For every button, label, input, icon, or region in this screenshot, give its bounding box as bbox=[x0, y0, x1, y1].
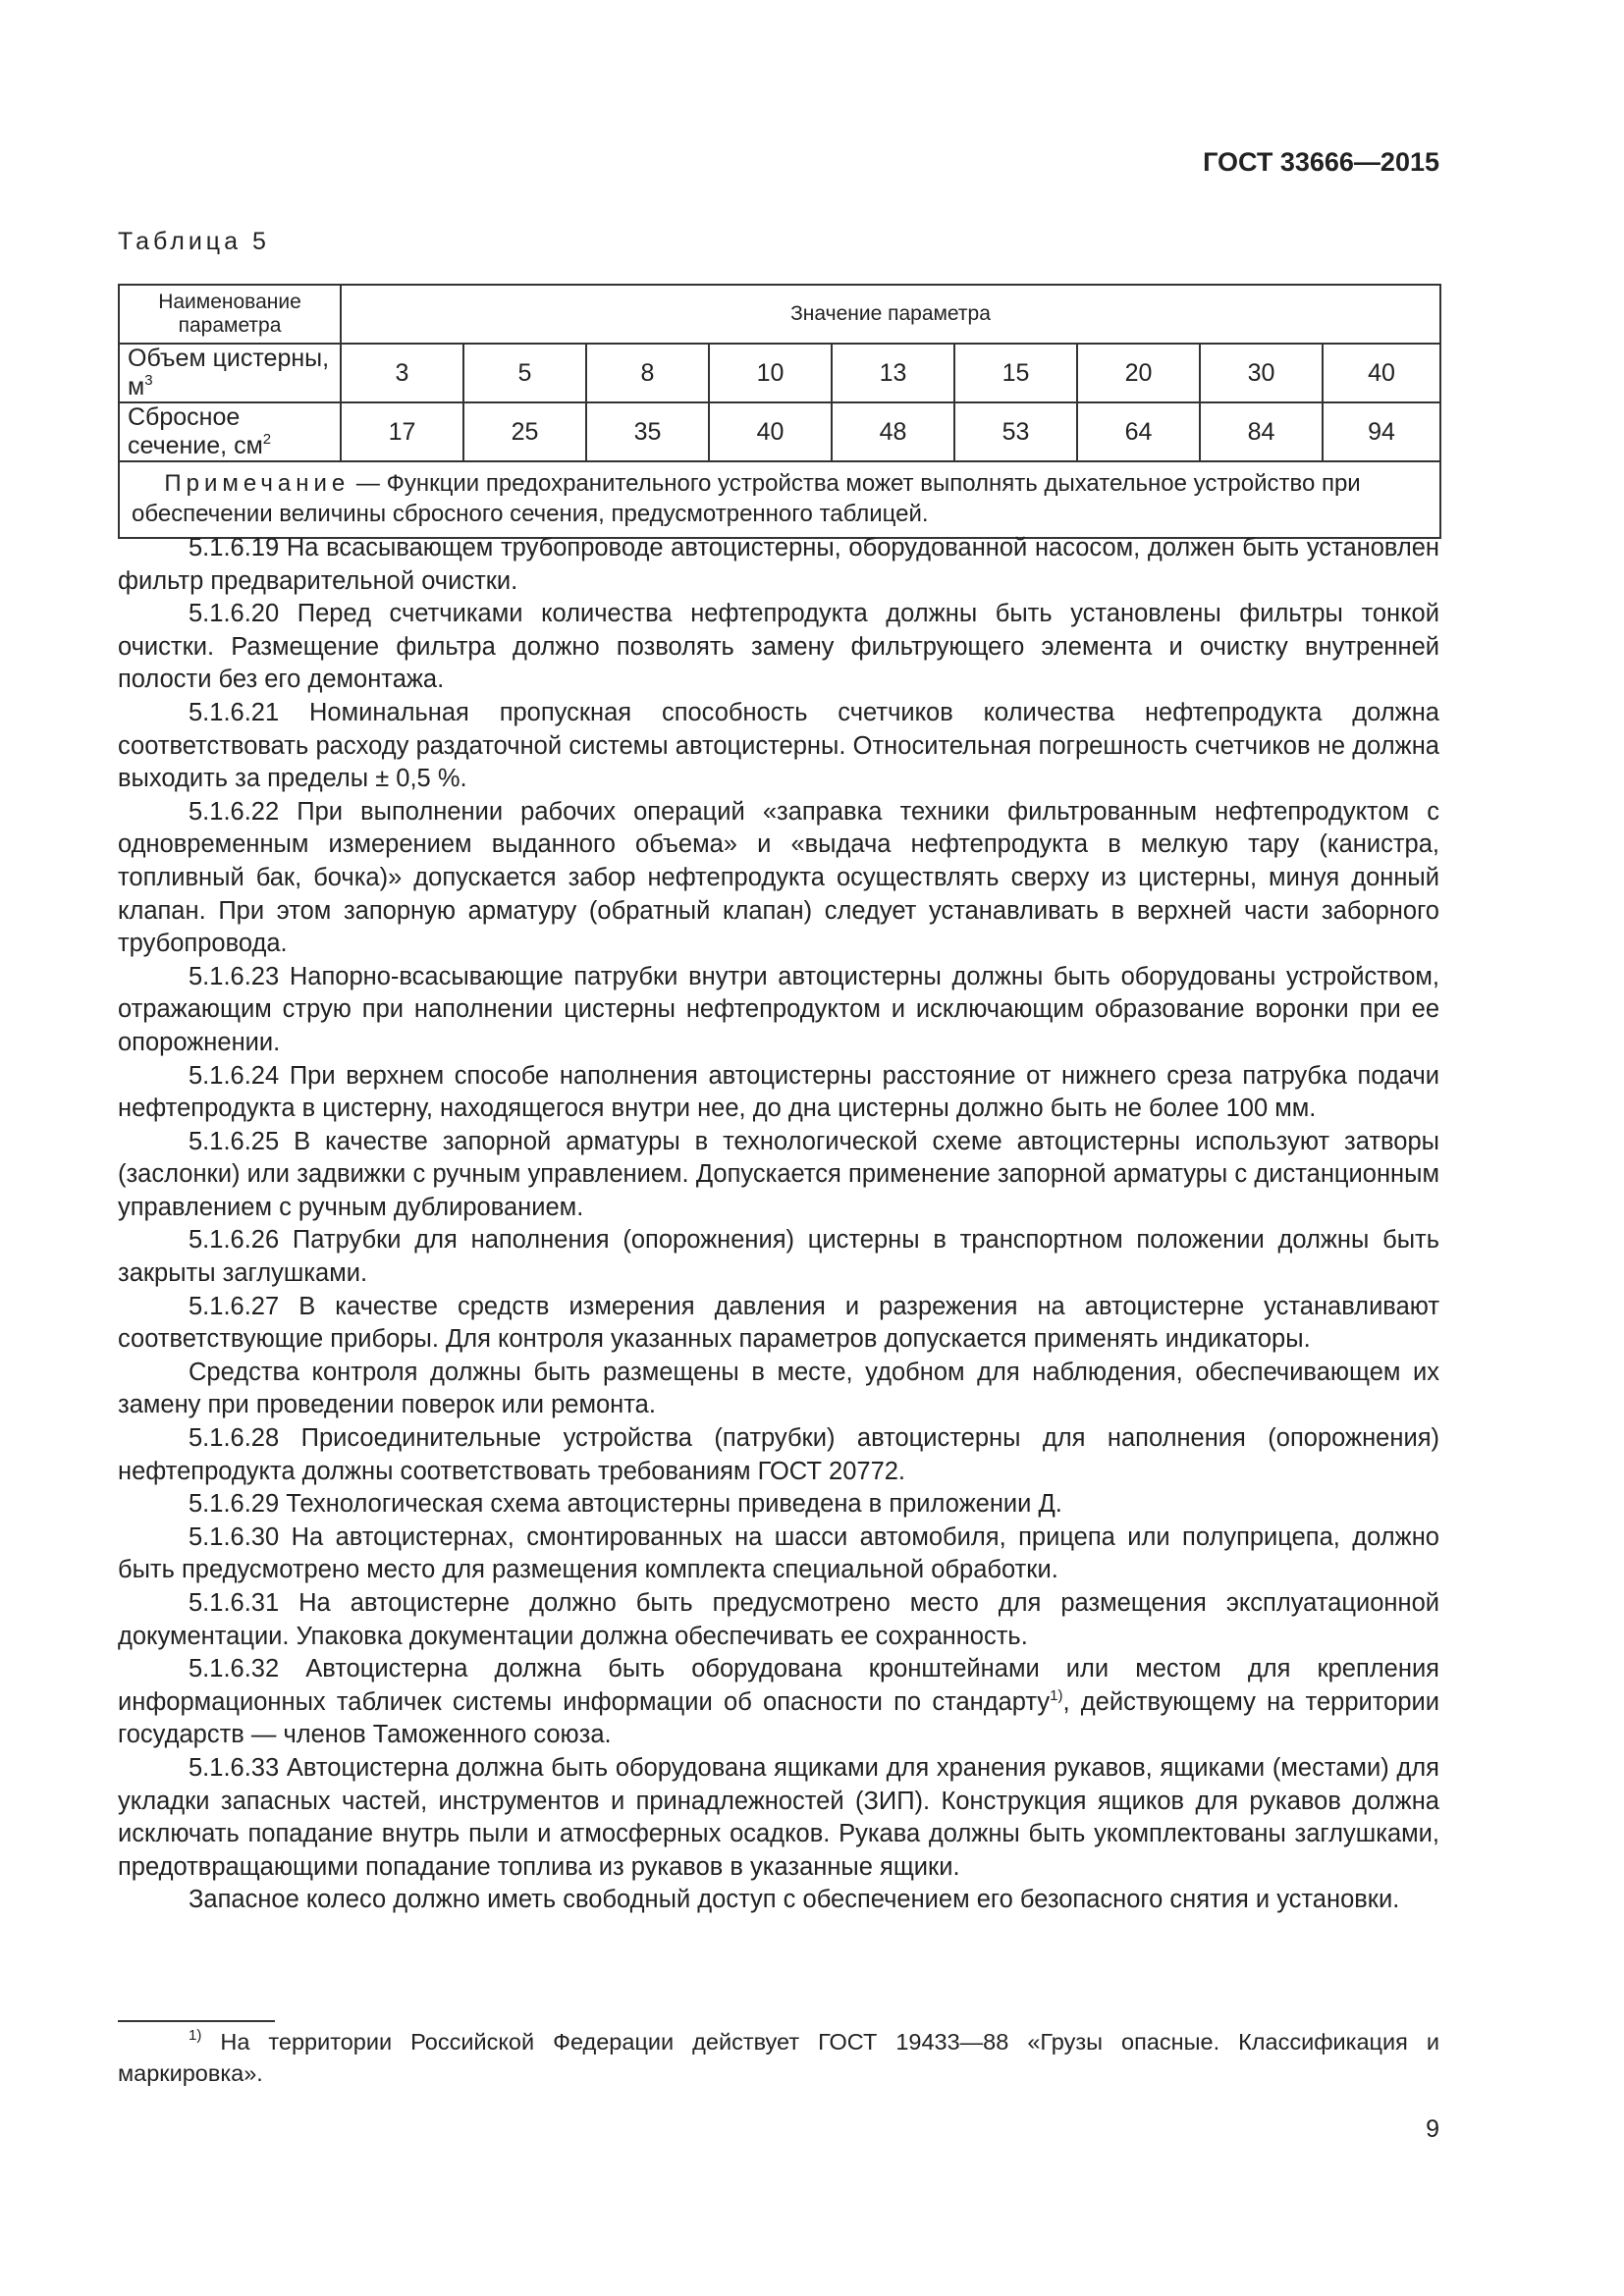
paragraph: 5.1.6.21 Номинальная пропускная способность счетчиков количества нефтепродукта должна соответствовать расходу раздаточной системы автоцистерны. Относительная погрешность счетчиков не должна выходить за пределы ± 0,5 %. bbox=[118, 698, 1439, 793]
table-cell: 53 bbox=[954, 402, 1077, 461]
paragraph: 5.1.6.30 На автоцистернах, смонтированных на шасси автомобиля, прицепа или полуприцепа, должно быть предусмотрено место для размещения комплекта специальной обработки. bbox=[118, 1522, 1439, 1584]
table-cell: 94 bbox=[1323, 402, 1440, 461]
parameters-table bbox=[118, 284, 1441, 539]
table-cell: 30 bbox=[1200, 344, 1323, 402]
table-cell: 3 bbox=[341, 344, 463, 402]
table-row bbox=[119, 402, 1440, 461]
paragraph: Средства контроля должны быть размещены в месте, удобном для наблюдения, обеспечивающем их замену при проведении поверок или ремонта. bbox=[118, 1358, 1439, 1419]
document-header: ГОСТ 33666—2015 bbox=[1203, 147, 1439, 177]
table-caption: Таблица 5 bbox=[118, 228, 270, 255]
table-note bbox=[119, 461, 1440, 538]
paragraph: 5.1.6.23 Напорно-всасывающие патрубки внутри автоцистерны должны быть оборудованы устройством, отражающим струю при наполнении цистерны нефтепродуктом и исключающим образование воронки при ее опорожнении. bbox=[118, 962, 1439, 1056]
table-note-row bbox=[119, 461, 1440, 538]
table-cell: 13 bbox=[832, 344, 954, 402]
paragraph: 5.1.6.20 Перед счетчиками количества нефтепродукта должны быть установлены фильтры тонкой очистки. Размещение фильтра должно позволять замену фильтрующего элемента и очистку внутренней полости без его демонтажа. bbox=[118, 600, 1439, 694]
param-name-header: Наименование параметра bbox=[119, 285, 341, 344]
table-cell: 5 bbox=[463, 344, 586, 402]
paragraph: Запасное колесо должно иметь свободный доступ с обеспечением его безопасного снятия и установки. bbox=[189, 1886, 1400, 1914]
paragraph: 5.1.6.19 На всасывающем трубопроводе автоцистерны, оборудованной насосом, должен быть установлен фильтр предварительной очистки. bbox=[118, 534, 1439, 595]
footnote-ref: 1) bbox=[1050, 1686, 1063, 1704]
table-cell: 40 bbox=[1323, 344, 1440, 402]
table-cell: 20 bbox=[1077, 344, 1200, 402]
note-label: Примечание bbox=[164, 470, 351, 497]
body-text bbox=[118, 532, 1439, 1917]
table-cell: 25 bbox=[463, 402, 586, 461]
paragraph: 5.1.6.22 При выполнении рабочих операций «заправка техники фильтрованным нефтепродуктом с одновременным измерением выданного объема» и «выдача нефтепродукта в мелкую тару (канистра, топливный бак, бочка)» допускается забор нефтепродукта осуществлять сверху из цистерны, минуя донный клапан. При этом запорную арматуру (обратный клапан) следует устанавливать в верхней части заборного трубопровода. bbox=[118, 797, 1439, 958]
table-cell: 17 bbox=[341, 402, 463, 461]
table-cell: 8 bbox=[586, 344, 709, 402]
table-cell: 84 bbox=[1200, 402, 1323, 461]
page-number: 9 bbox=[1426, 2115, 1439, 2143]
paragraph: 5.1.6.27 В качестве средств измерения давления и разрежения на автоцистерне устанавливают соответствующие приборы. Для контроля указанных параметров допускается применять индикаторы. bbox=[118, 1292, 1439, 1354]
paragraph: 5.1.6.31 На автоцистерне должно быть предусмотрено место для размещения эксплуатационной документации. Упаковка документации должна обеспечивать ее сохранность. bbox=[118, 1589, 1439, 1650]
row-label: Объем цистерны, $м^3$ bbox=[119, 344, 341, 402]
table-cell: 15 bbox=[954, 344, 1077, 402]
paragraph: 5.1.6.29 Технологическая схема автоцистерны приведена в приложении Д. bbox=[189, 1490, 1062, 1519]
footnote bbox=[118, 2026, 1439, 2089]
table-cell: 35 bbox=[586, 402, 709, 461]
param-value-header: Значение параметра bbox=[341, 285, 1440, 344]
table-header-row bbox=[119, 285, 1440, 344]
footnote-marker: 1) bbox=[189, 2027, 202, 2044]
paragraph: 5.1.6.25 В качестве запорной арматуры в технологической схеме автоцистерны используют затворы (заслонки) или задвижки с ручным управлением. Допускается применение запорной арматуры с дистанционным управлением с ручным дублированием. bbox=[118, 1127, 1439, 1221]
footnote-divider bbox=[118, 2020, 275, 2022]
footnote-text: На территории Российской Федерации действует ГОСТ 19433—88 «Грузы опасные. Классификация и маркировка». bbox=[118, 2029, 1439, 2086]
table-row bbox=[119, 344, 1440, 402]
note-text: — Функции предохранительного устройства может выполнять дыхательное устройство при обеспечении величины сбросного сечения, предусмотренного таблицей. bbox=[132, 470, 1361, 527]
table-cell: 40 bbox=[709, 402, 832, 461]
paragraph: 5.1.6.33 Автоцистерна должна быть оборудована ящиками для хранения рукавов, ящиками (местами) для укладки запасных частей, инструментов и принадлежностей (ЗИП). Конструкция ящиков для рукавов должна исключать попадание внутрь пыли и атмосферных осадков. Рукава должны быть укомплектованы заглушками, предотвращающими попадание топлива из рукавов в указанные ящики. bbox=[118, 1753, 1439, 1881]
table-cell: 10 bbox=[709, 344, 832, 402]
row-label: Сбросное сечение, $см^2$ bbox=[119, 402, 341, 461]
table-cell: 48 bbox=[832, 402, 954, 461]
paragraph: 5.1.6.26 Патрубки для наполнения (опорожнения) цистерны в транспортном положении должны быть закрыты заглушками. bbox=[118, 1226, 1439, 1288]
paragraph: 5.1.6.24 При верхнем способе наполнения автоцистерны расстояние от нижнего среза патрубка подачи нефтепродукта в цистерну, находящегося внутри нее, до дна цистерны должно быть не более 100 мм. bbox=[118, 1061, 1439, 1123]
table-cell: 64 bbox=[1077, 402, 1200, 461]
paragraph: 5.1.6.28 Присоединительные устройства (патрубки) автоцистерны для наполнения (опорожнения) нефтепродукта должны соответствовать требованиям ГОСТ 20772. bbox=[118, 1424, 1439, 1485]
paragraph-with-footnote: 5.1.6.32 Автоцистерна должна быть оборудована кронштейнами или местом для крепления информационных табличек системы информации об опасности по стандарту$^{1)}$, действующему на территории государств — членов Таможенного союза. bbox=[118, 1655, 1439, 1749]
